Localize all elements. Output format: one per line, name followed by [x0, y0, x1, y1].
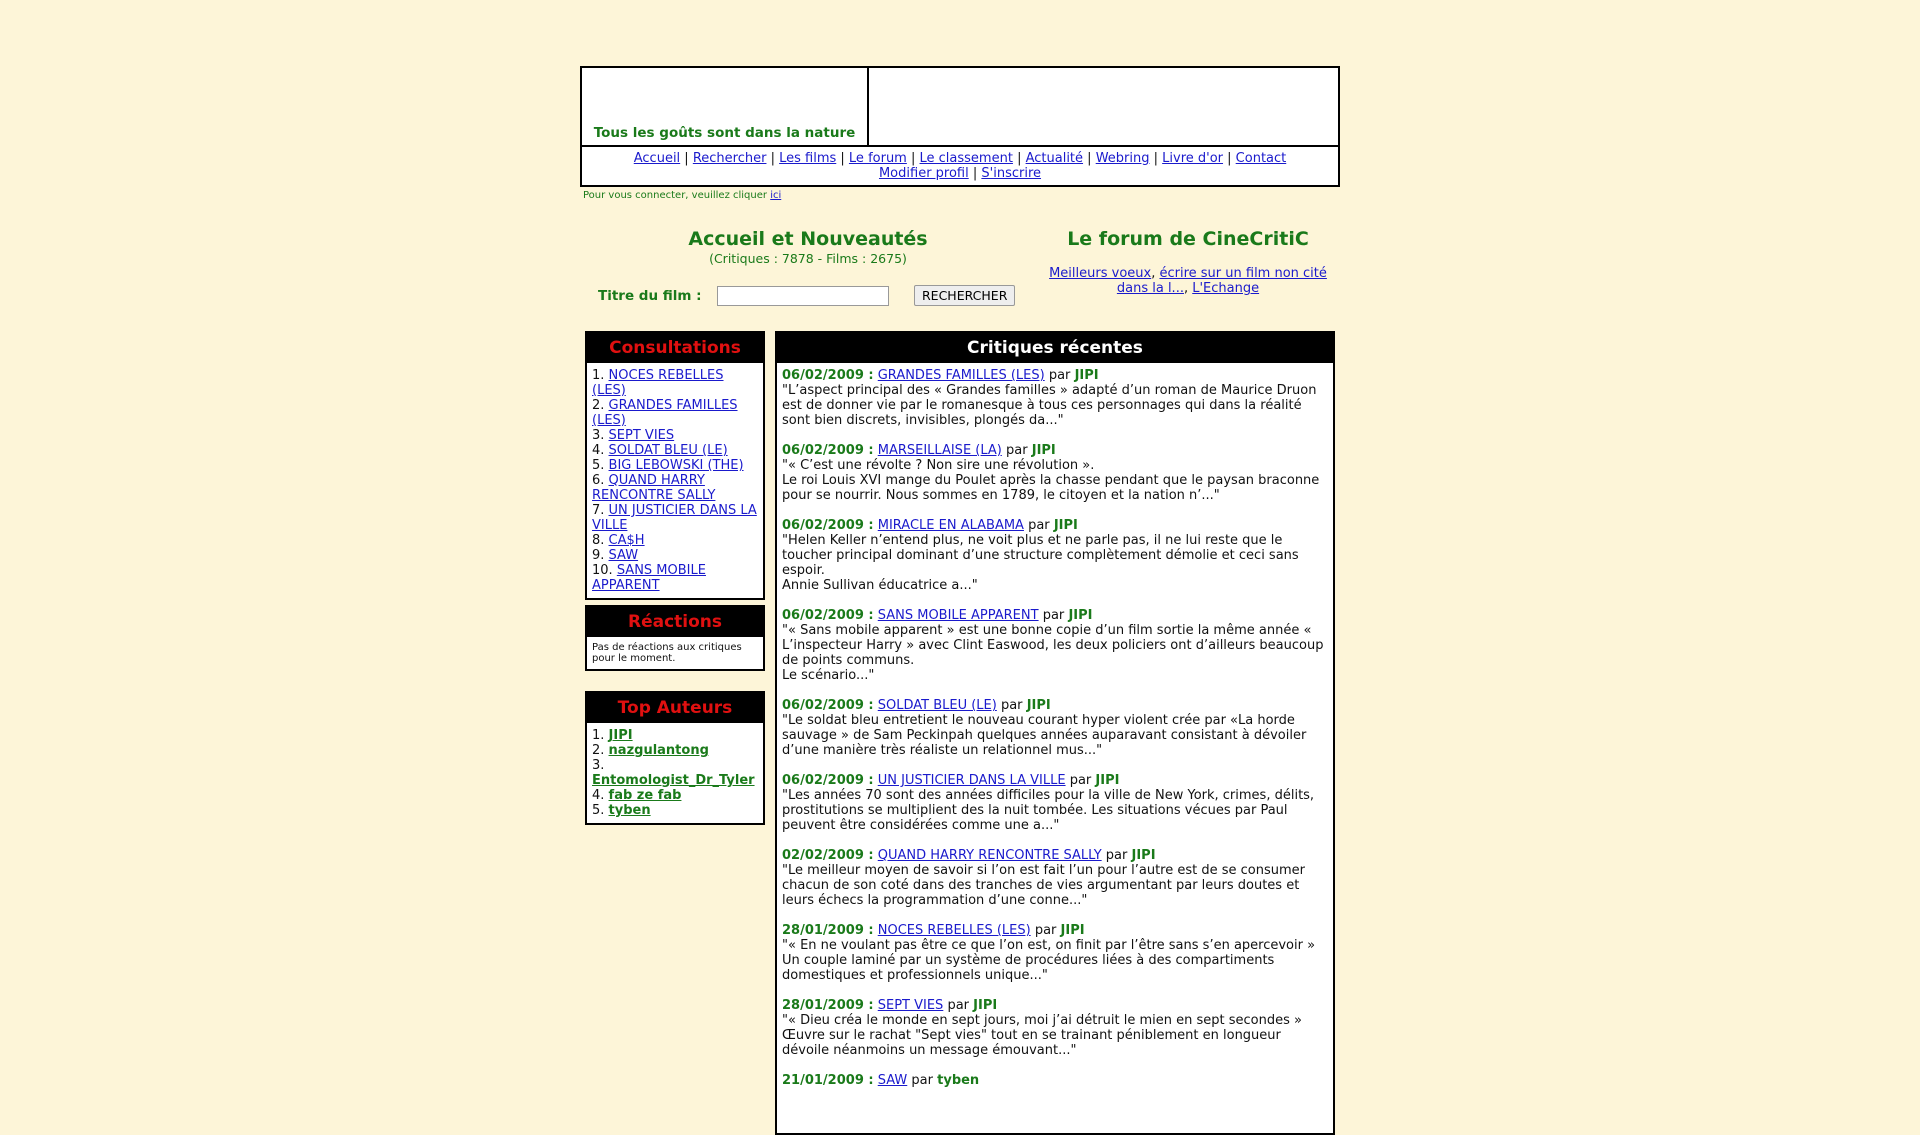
forum-topic-link[interactable]: Meilleurs voeux: [1049, 266, 1152, 281]
nav-link[interactable]: Le classement: [919, 151, 1013, 166]
author-link[interactable]: JIPI: [608, 728, 633, 743]
review-excerpt: "Le soldat bleu entretient le nouveau courant hyper violent crée par «La horde sauvage » de Sam Peckinpah quelques années auparavant consistant à dévoiler d’une manière très réaliste un relationnel mus...": [782, 713, 1307, 758]
review-author[interactable]: JIPI: [1131, 848, 1156, 863]
list-item: 6. QUAND HARRY RENCONTRE SALLY: [592, 473, 716, 503]
review-author[interactable]: JIPI: [1095, 773, 1120, 788]
review-item: [782, 443, 1328, 503]
tagline: Tous les goûts sont dans la nature: [582, 68, 869, 145]
reactions-panel: [585, 605, 765, 671]
par-label: par: [1042, 608, 1065, 623]
review-item: [782, 848, 1328, 908]
top-authors-panel: [585, 691, 765, 825]
review-film-link[interactable]: MIRACLE EN ALABAMA: [877, 518, 1024, 533]
list-item: 2. nazgulantong: [592, 743, 709, 758]
nav-link[interactable]: Modifier profil: [878, 166, 969, 181]
login-link[interactable]: ici: [770, 190, 782, 201]
nav-link[interactable]: S'inscrire: [981, 166, 1042, 181]
author-link[interactable]: Entomologist_Dr_Tyler: [592, 773, 755, 788]
film-link[interactable]: SAW: [608, 548, 639, 563]
review-item: [782, 368, 1328, 428]
review-film-link[interactable]: MARSEILLAISE (LA): [877, 443, 1002, 458]
review-date: 06/02/2009 :: [782, 608, 874, 623]
review-date: 06/02/2009 :: [782, 518, 874, 533]
review-author[interactable]: JIPI: [973, 998, 998, 1013]
nav-link[interactable]: Rechercher: [692, 151, 767, 166]
review-excerpt: "« Sans mobile apparent » est une bonne copie d’un film sortie la même année « L’inspecteur Harry » avec Clint Easwood, les deux policiers ont d’ailleurs beaucoup de points communs. Le scénario...": [782, 623, 1324, 683]
list-item: 9. SAW: [592, 548, 639, 563]
review-excerpt: "« En ne voulant pas être ce que l’on est, on finit par l’être sans s’en apercevoir » Un couple laminé par un système de procédures liées à des compartiments domestiques et professionnels unique...": [782, 938, 1316, 983]
list-item: 4. SOLDAT BLEU (LE): [592, 443, 728, 458]
review-item: [782, 698, 1328, 758]
film-link[interactable]: CA$H: [608, 533, 645, 548]
par-label: par: [1069, 773, 1092, 788]
nav-link[interactable]: Le forum: [848, 151, 907, 166]
forum-topic-link[interactable]: L'Echange: [1192, 281, 1260, 296]
par-label: par: [1048, 368, 1071, 383]
review-item: [782, 773, 1328, 833]
consultations-title: Consultations: [587, 333, 763, 363]
author-link[interactable]: nazgulantong: [608, 743, 709, 758]
review-author[interactable]: JIPI: [1026, 698, 1051, 713]
film-link[interactable]: QUAND HARRY RENCONTRE SALLY: [592, 473, 716, 503]
list-item: 5. BIG LEBOWSKI (THE): [592, 458, 744, 473]
review-item: [782, 608, 1328, 683]
review-author[interactable]: JIPI: [1068, 608, 1093, 623]
list-item: 8. CA$H: [592, 533, 645, 548]
top-authors-title: Top Auteurs: [587, 693, 763, 723]
list-item: 2. GRANDES FAMILLES (LES): [592, 398, 738, 428]
author-link[interactable]: fab ze fab: [608, 788, 682, 803]
home-title: Accueil et Nouveautés: [688, 228, 928, 250]
list-item: 7. UN JUSTICIER DANS LA VILLE: [592, 503, 757, 533]
home-section: [628, 228, 988, 266]
list-item: 4. fab ze fab: [592, 788, 682, 803]
film-link[interactable]: UN JUSTICIER DANS LA VILLE: [592, 503, 757, 533]
stats: (Critiques : 7878 - Films : 2675): [709, 251, 907, 266]
par-label: par: [947, 998, 970, 1013]
list-item: 1. JIPI: [592, 728, 633, 743]
film-link[interactable]: SOLDAT BLEU (LE): [608, 443, 728, 458]
review-excerpt: "Le meilleur moyen de savoir si l’on est fait l’un pour l’autre est de se consumer chacun de son coté dans des tranches de vies argumentant par leurs doutes et leurs échecs la programmation d’une conne...": [782, 863, 1306, 908]
main-nav: Accueil | Rechercher | Les films | Le forum | Le classement | Actualité | Webring | Livre d'or | Contact Modifier profil | S'inscrire: [633, 151, 1287, 181]
review-item: [782, 518, 1328, 593]
review-item: [782, 923, 1328, 983]
nav-link[interactable]: Accueil: [633, 151, 681, 166]
list-item: 1. NOCES REBELLES (LES): [592, 368, 724, 398]
review-excerpt: "« Dieu créa le monde en sept jours, moi j’ai détruit le mien en sept secondes » Œuvre sur le rachat "Sept vies" tout en se trainant péniblement en longueur dévoile néanmoins un message émouvant...": [782, 1013, 1302, 1058]
search-label: Titre du film :: [598, 287, 702, 304]
list-item: 3. SEPT VIES: [592, 428, 675, 443]
review-date: 28/01/2009 :: [782, 998, 874, 1013]
nav-link[interactable]: Les films: [779, 151, 837, 166]
forum-topic-link[interactable]: écrire sur un film non cité dans la l...: [1116, 266, 1327, 296]
par-label: par: [1034, 923, 1057, 938]
film-link[interactable]: SANS MOBILE APPARENT: [592, 563, 706, 593]
review-item: [782, 998, 1328, 1058]
nav-link[interactable]: Actualité: [1025, 151, 1084, 166]
review-film-link[interactable]: NOCES REBELLES (LES): [877, 923, 1031, 938]
review-date: 06/02/2009 :: [782, 443, 874, 458]
review-author[interactable]: JIPI: [1031, 443, 1056, 458]
review-date: 02/02/2009 :: [782, 848, 874, 863]
nav-link[interactable]: Webring: [1095, 151, 1150, 166]
list-item: 10. SANS MOBILE APPARENT: [592, 563, 706, 593]
review-excerpt: "« C’est une révolte ? Non sire une révolution ». Le roi Louis XVI mange du Poulet après la chasse pendant que le paysan braconne pour se nourrir. Nous sommes en 1789, le citoyen et la nation n’...": [782, 458, 1320, 503]
site-header: [580, 66, 1340, 187]
search-form: [598, 285, 1015, 306]
review-author[interactable]: JIPI: [1060, 923, 1085, 938]
review-author[interactable]: JIPI: [1053, 518, 1078, 533]
review-excerpt: "L’aspect principal des « Grandes familles » adapté d’un roman de Maurice Druon est de donner vie par le romanesque à tous ces personnages qui dans la réalité sont bien discrets, invisibles, plongés da...": [782, 383, 1317, 428]
review-film-link[interactable]: SANS MOBILE APPARENT: [877, 608, 1039, 623]
par-label: par: [1006, 443, 1028, 458]
film-link[interactable]: BIG LEBOWSKI (THE): [608, 458, 744, 473]
review-date: 28/01/2009 :: [782, 923, 874, 938]
list-item: 3. Entomologist_Dr_Tyler: [592, 758, 755, 788]
review-film-link[interactable]: UN JUSTICIER DANS LA VILLE: [877, 773, 1066, 788]
review-author[interactable]: JIPI: [1074, 368, 1099, 383]
login-prompt: Pour vous connecter, veuillez cliquer ici: [583, 190, 782, 201]
review-film-link[interactable]: SOLDAT BLEU (LE): [877, 698, 997, 713]
review-excerpt: "Helen Keller n’entend plus, ne voit plus et ne parle pas, il ne lui reste que le toucher principal dominant d’une structure complètement démolie et ceci sans espoir. Annie Sullivan éducatrice a...": [782, 533, 1299, 593]
par-label: par: [1000, 698, 1023, 713]
review-date: 06/02/2009 :: [782, 773, 874, 788]
list-item: 5. tyben: [592, 803, 651, 818]
consultations-panel: [585, 331, 765, 600]
search-button[interactable]: RECHERCHER: [914, 285, 1015, 306]
reactions-title: Réactions: [587, 607, 763, 637]
film-link[interactable]: SEPT VIES: [608, 428, 675, 443]
banner-area: [869, 68, 1338, 145]
review-film-link[interactable]: GRANDES FAMILLES (LES): [877, 368, 1045, 383]
film-title-input[interactable]: [717, 286, 889, 306]
forum-title: Le forum de CineCritiC: [1067, 228, 1309, 250]
nav-link[interactable]: Contact: [1235, 151, 1287, 166]
review-date: 06/02/2009 :: [782, 698, 874, 713]
film-link[interactable]: NOCES REBELLES (LES): [592, 368, 724, 398]
reactions-text: Pas de réactions aux critiques pour le moment.: [592, 642, 742, 664]
film-link[interactable]: GRANDES FAMILLES (LES): [592, 398, 738, 428]
review-date: 21/01/2009 :: [782, 1073, 874, 1088]
recent-reviews-panel: [775, 331, 1335, 1135]
par-label: par: [1028, 518, 1050, 533]
review-excerpt: "Les années 70 sont des années difficiles pour la ville de New York, crimes, délits, prostitutions se multiplient des la nuit tombée. Les situations vécues par Paul peuvent être considérées comme une a...": [782, 788, 1315, 833]
author-link[interactable]: tyben: [608, 803, 651, 818]
review-item: [782, 1073, 1328, 1088]
forum-section: Le forum de CineCritiC Meilleurs voeux, écrire sur un film non cité dans la l..., L'Echange: [1038, 228, 1338, 296]
review-film-link[interactable]: SEPT VIES: [877, 998, 944, 1013]
review-film-link[interactable]: SAW: [877, 1073, 908, 1088]
recent-reviews-title: Critiques récentes: [777, 333, 1333, 363]
par-label: par: [1105, 848, 1128, 863]
review-author[interactable]: tyben: [937, 1073, 980, 1088]
review-date: 06/02/2009 :: [782, 368, 874, 383]
review-film-link[interactable]: QUAND HARRY RENCONTRE SALLY: [877, 848, 1102, 863]
par-label: par: [911, 1073, 933, 1088]
nav-link[interactable]: Livre d'or: [1162, 151, 1224, 166]
